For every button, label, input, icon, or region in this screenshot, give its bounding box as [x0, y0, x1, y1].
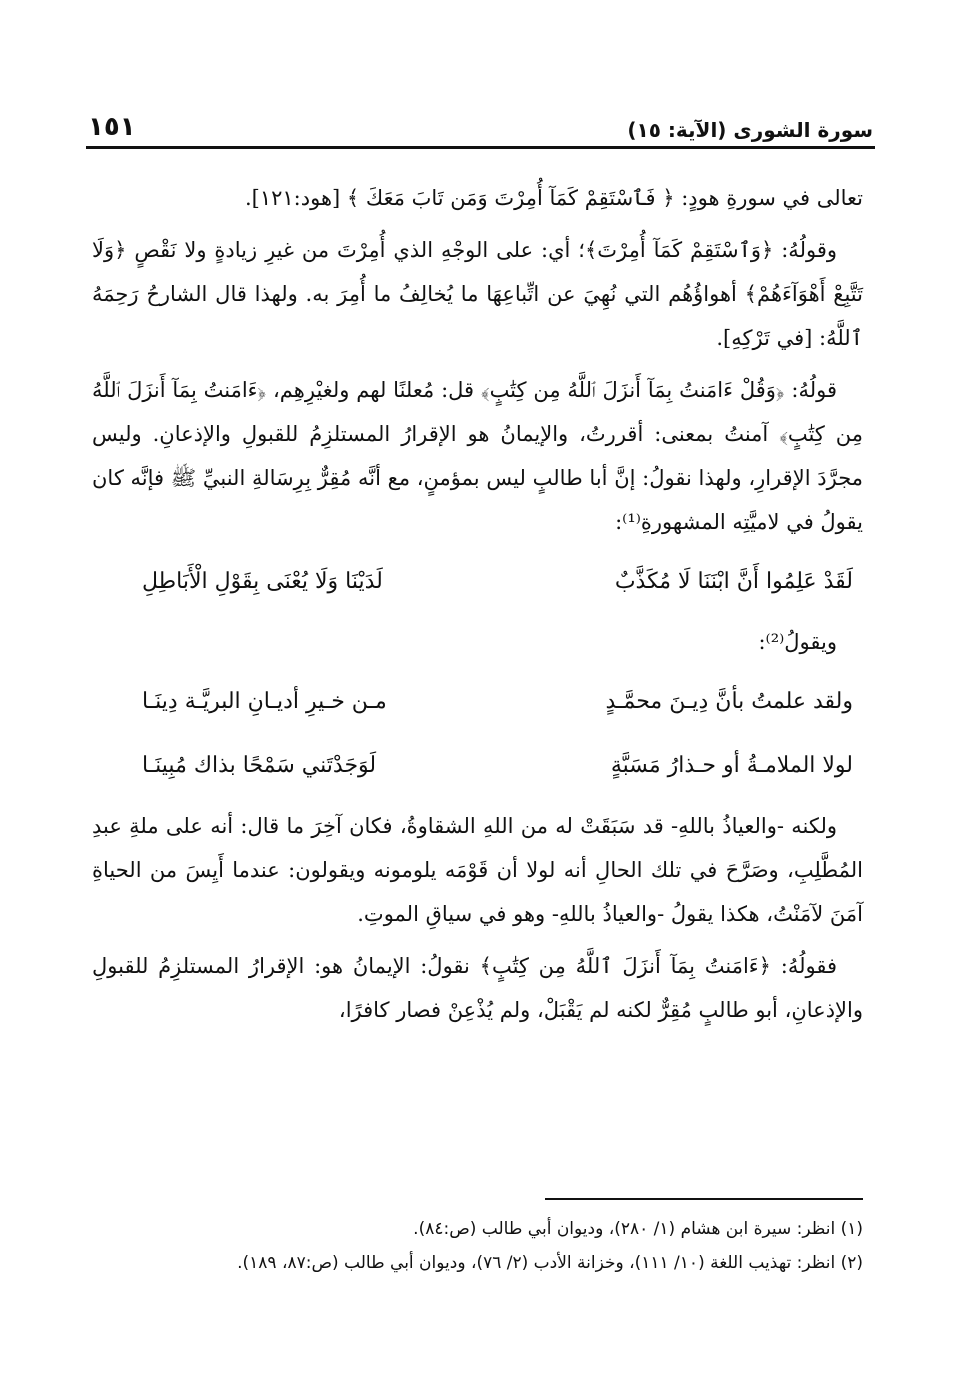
verse-2-second-hemistich: مـن خـيرِ أديـانِ البريَّـة دِينَـا	[142, 689, 387, 714]
page-body	[92, 176, 863, 1040]
page-number: ١٥١	[88, 112, 136, 142]
verse-3-first-hemistich: لولا الملامـةُ أو حـذارُ مَسَبَّةٍ	[610, 753, 853, 778]
verse-1-second-hemistich: لَدَيْنَا وَلَا يُعْنَى بِقَوْلِ الْأَبَاطِلِ	[142, 569, 383, 594]
paragraph-5: ولكنه -والعياذُ باللهِ- قد سَبَقَتْ له من اللهِ الشقاوةُ، فكان آخِرَ ما قال: أنه على ملةِ عبدِ المُطَّلِبِ، وصَرَّحَ في تلك الحالِ أنه لولا أن قَوْمَه يلومونه ويقولون: عندما أَيِسَ من الحياةِ آمَنَ لآمَنْتُ، هكذا يقولُ -والعياذُ باللهِ- وهو في سياقِ الموتِ.	[92, 814, 863, 926]
verse-3-second-hemistich: لَوَجَدْتَني سَمْحًا بذاك مُبِينَـا	[142, 753, 377, 778]
footnote-2: (٢) انظر: تهذيب اللغة (١٠/ ١١١)، وخزانة الأدب (٢/ ٧٦)، وديوان أبي طالب (ص:٨٧، ١٨٩).	[237, 1253, 863, 1273]
verse-1-first-hemistich: لَقَدْ عَلِمُوا أَنَّ ابْنَنَا لَا مُكَذَّبٌ	[614, 569, 853, 594]
footnotes	[92, 1212, 863, 1280]
running-title: سورة الشورى (الآية: ١٥)	[627, 118, 873, 142]
poem-verse-3	[92, 740, 863, 792]
poem-verse-2	[92, 676, 863, 728]
paragraph-1: تعالى في سورةِ هودٍ: ﴿ فَٱسْتَقِمْ كَمَآ أُمِرْتَ وَمَن تَابَ مَعَكَ ﴾ [هود:١٢١].	[244, 186, 863, 210]
header-rule	[86, 146, 875, 149]
verse-2-first-hemistich: ولقد علمتُ بأنَّ دِيـنَ محمَّـدٍ	[605, 689, 853, 714]
paragraph-4: ويقولُ⁽²⁾:	[758, 630, 837, 654]
poem-verse-1	[92, 556, 863, 608]
page-header	[88, 98, 873, 142]
footnote-1: (١) انظر: سيرة ابن هشام (١/ ٢٨٠)، وديوان أبي طالب (ص:٨٤).	[413, 1219, 863, 1239]
paragraph-6: فقولُهُ: ﴿ءَامَنتُ بِمَآ أَنزَلَ ٱللَّهُ مِن كِتَٰبٍ﴾ نقولُ: الإيمانُ هو: الإقرارُ المستلزِمُ للقبولِ والإذعانِ، أبو طالبٍ مُقِرٌّ لكنه لم يَقْبَلْ، ولم يُذْعِنْ فصار كافرًا،	[92, 954, 863, 1022]
paragraph-2: وقولُهُ: ﴿وَٱسْتَقِمْ كَمَآ أُمِرْتَ﴾؛ أي: على الوجْهِ الذي أُمِرْتَ من غيرِ زيادةٍ ولا نَقْصٍ ﴿وَلَا تَتَّبِعْ أَهْوَآءَهُمْ﴾ أهواؤُهُم التي نُهِيَ عن اتِّباعِهَا ما يُخالِفُ ما أُمِرَ به. ولهذا قال الشارحُ رَحِمَهُ ٱللَّهُ: [في تَرْكِهِ].	[92, 238, 863, 350]
footnote-rule	[545, 1198, 863, 1200]
paragraph-3: قولُهُ: ﴿وَقُلْ ءَامَنتُ بِمَآ أَنزَلَ ٱللَّهُ مِن كِتَٰبٍ﴾ قل: مُعلنًا لهم ولغيْرِهِم، ﴿ءَامَنتُ بِمَآ أَنزَلَ ٱللَّهُ مِن كِتَٰبٍ﴾ آمنتُ بمعنى: أقررتُ، والإيمانُ هو الإقرارُ المستلزِمُ للقبولِ والإذعانِ. وليس مجرَّدَ الإقرارِ، ولهذا نقولُ: إنَّ أبا طالبٍ ليس بمؤمنٍ، مع أنَّه مُقِرٌّ بِرِسَالةِ النبيِّ ﷺ فإنَّه كان يقولُ في لاميَّتِه المشهورةِ⁽¹⁾:	[92, 378, 863, 534]
